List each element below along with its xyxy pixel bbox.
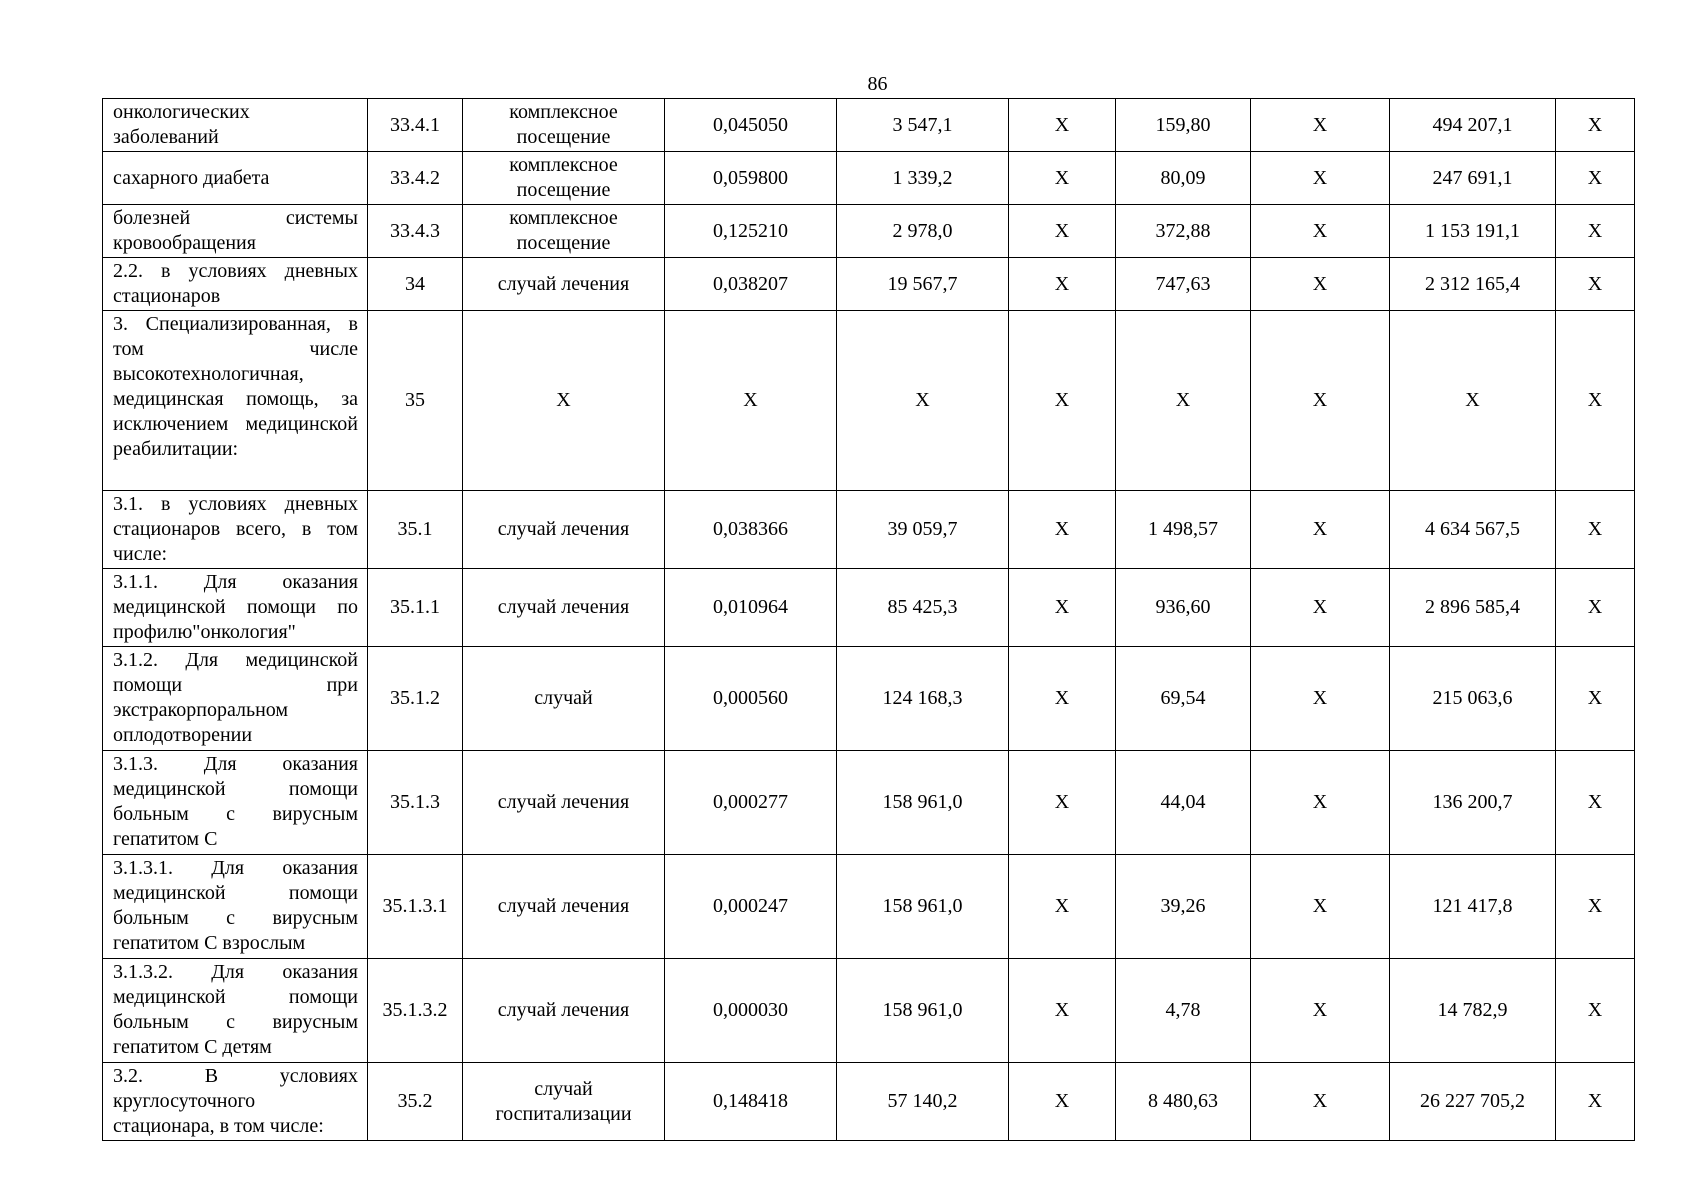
table-cell: Х bbox=[1390, 311, 1556, 491]
table-cell: Х bbox=[463, 311, 665, 491]
table-cell: Х bbox=[1251, 152, 1390, 205]
table-cell: Х bbox=[1556, 1063, 1635, 1141]
table-cell: 19 567,7 bbox=[837, 258, 1009, 311]
table-cell: 121 417,8 bbox=[1390, 855, 1556, 959]
table-cell: Х bbox=[1556, 647, 1635, 751]
table-cell: Х bbox=[1009, 569, 1116, 647]
table-cell: 2 978,0 bbox=[837, 205, 1009, 258]
table-cell: 747,63 bbox=[1116, 258, 1251, 311]
table-cell: 2 312 165,4 bbox=[1390, 258, 1556, 311]
table-cell: Х bbox=[1009, 258, 1116, 311]
table-cell: 26 227 705,2 bbox=[1390, 1063, 1556, 1141]
table-cell: случай лечения bbox=[463, 258, 665, 311]
table-cell: случай лечения bbox=[463, 491, 665, 569]
table-cell: случай лечения bbox=[463, 855, 665, 959]
row-label-cell: 3.1.1. Для оказания медицинской помощи по профилю"онкология" bbox=[103, 569, 368, 647]
table-row bbox=[103, 152, 1635, 205]
table-cell: 0,125210 bbox=[665, 205, 837, 258]
table-body bbox=[103, 99, 1635, 1141]
table-row bbox=[103, 99, 1635, 152]
table-cell: Х bbox=[1556, 205, 1635, 258]
data-table bbox=[102, 98, 1635, 1141]
row-label-cell: 3.2. В условиях круглосуточного стационара, в том числе: bbox=[103, 1063, 368, 1141]
table-row bbox=[103, 258, 1635, 311]
table-cell: 80,09 bbox=[1116, 152, 1251, 205]
row-label-cell: сахарного диабета bbox=[103, 152, 368, 205]
table-cell: 0,059800 bbox=[665, 152, 837, 205]
table-cell: Х bbox=[1251, 311, 1390, 491]
table-cell: 247 691,1 bbox=[1390, 152, 1556, 205]
table-row bbox=[103, 569, 1635, 647]
table-cell: Х bbox=[1251, 959, 1390, 1063]
table-cell: 136 200,7 bbox=[1390, 751, 1556, 855]
row-label-cell: 3.1.3. Для оказания медицинской помощи больным с вирусным гепатитом С bbox=[103, 751, 368, 855]
table-cell: Х bbox=[1009, 855, 1116, 959]
table-cell: 0,000560 bbox=[665, 647, 837, 751]
table-cell: 35.1.3.1 bbox=[368, 855, 463, 959]
table-cell: 0,010964 bbox=[665, 569, 837, 647]
row-label-cell: 2.2. в условиях дневных стационаров bbox=[103, 258, 368, 311]
table-cell: 44,04 bbox=[1116, 751, 1251, 855]
table-cell: Х bbox=[1556, 311, 1635, 491]
table-cell: Х bbox=[1009, 647, 1116, 751]
table-cell: 494 207,1 bbox=[1390, 99, 1556, 152]
row-label-cell: 3.1.2. Для медицинской помощи при экстракорпоральном оплодотворении bbox=[103, 647, 368, 751]
table-cell: Х bbox=[1251, 855, 1390, 959]
table-cell: 1 498,57 bbox=[1116, 491, 1251, 569]
table-cell: Х bbox=[1251, 205, 1390, 258]
table-cell: 85 425,3 bbox=[837, 569, 1009, 647]
table-cell: случай лечения bbox=[463, 959, 665, 1063]
table-cell: 33.4.2 bbox=[368, 152, 463, 205]
table-cell: Х bbox=[1251, 569, 1390, 647]
table-cell: 35.2 bbox=[368, 1063, 463, 1141]
table-cell: Х bbox=[1556, 99, 1635, 152]
table-row bbox=[103, 855, 1635, 959]
table-cell: Х bbox=[1556, 751, 1635, 855]
table-cell: 39 059,7 bbox=[837, 491, 1009, 569]
table-cell: Х bbox=[1009, 491, 1116, 569]
table-row bbox=[103, 751, 1635, 855]
table-cell: 124 168,3 bbox=[837, 647, 1009, 751]
table-cell: 372,88 bbox=[1116, 205, 1251, 258]
table-cell: 0,038207 bbox=[665, 258, 837, 311]
table-cell: Х bbox=[1556, 855, 1635, 959]
table-cell: 4,78 bbox=[1116, 959, 1251, 1063]
table-cell: 69,54 bbox=[1116, 647, 1251, 751]
row-label-cell: 3. Специализированная, в том числе высокотехнологичная, медицинская помощь, за исключением медицинской реабилитации: bbox=[103, 311, 368, 491]
table-cell: Х bbox=[1251, 258, 1390, 311]
table-cell: Х bbox=[1556, 258, 1635, 311]
table-cell: Х bbox=[1556, 569, 1635, 647]
table-cell: 3 547,1 bbox=[837, 99, 1009, 152]
table-cell: Х bbox=[1009, 959, 1116, 1063]
table-cell: случай лечения bbox=[463, 569, 665, 647]
table-cell: случай госпитализации bbox=[463, 1063, 665, 1141]
table-cell: 0,000030 bbox=[665, 959, 837, 1063]
table-row bbox=[103, 311, 1635, 491]
table-cell: 57 140,2 bbox=[837, 1063, 1009, 1141]
table-row bbox=[103, 647, 1635, 751]
table-cell: 35.1.3.2 bbox=[368, 959, 463, 1063]
table-cell: Х bbox=[1251, 647, 1390, 751]
table-cell: Х bbox=[1009, 152, 1116, 205]
table-cell: Х bbox=[1009, 1063, 1116, 1141]
table-cell: Х bbox=[665, 311, 837, 491]
table-cell: 158 961,0 bbox=[837, 959, 1009, 1063]
table-cell: Х bbox=[1009, 99, 1116, 152]
page-number: 86 bbox=[867, 73, 888, 95]
row-label-cell: 3.1.3.1. Для оказания медицинской помощи больным с вирусным гепатитом С взрослым bbox=[103, 855, 368, 959]
table-cell: Х bbox=[1251, 1063, 1390, 1141]
table-cell: 4 634 567,5 bbox=[1390, 491, 1556, 569]
row-label-cell: онкологических заболеваний bbox=[103, 99, 368, 152]
table-cell: Х bbox=[1009, 751, 1116, 855]
table-cell: 215 063,6 bbox=[1390, 647, 1556, 751]
table-cell: 936,60 bbox=[1116, 569, 1251, 647]
table-cell: 35.1.3 bbox=[368, 751, 463, 855]
table-cell: Х bbox=[1251, 751, 1390, 855]
table-row bbox=[103, 959, 1635, 1063]
table-cell: 158 961,0 bbox=[837, 855, 1009, 959]
table-cell: Х bbox=[1009, 311, 1116, 491]
table-cell: 0,038366 bbox=[665, 491, 837, 569]
table-cell: случай bbox=[463, 647, 665, 751]
table-cell: 35.1.1 bbox=[368, 569, 463, 647]
table-cell: Х bbox=[1009, 205, 1116, 258]
table-cell: 39,26 bbox=[1116, 855, 1251, 959]
table-cell: 159,80 bbox=[1116, 99, 1251, 152]
table-cell: 1 339,2 bbox=[837, 152, 1009, 205]
table-cell: 0,000277 bbox=[665, 751, 837, 855]
table-cell: 33.4.1 bbox=[368, 99, 463, 152]
table-row bbox=[103, 205, 1635, 258]
table-cell: 8 480,63 bbox=[1116, 1063, 1251, 1141]
table-cell: 35.1.2 bbox=[368, 647, 463, 751]
row-label-cell: 3.1.3.2. Для оказания медицинской помощи больным с вирусным гепатитом С детям bbox=[103, 959, 368, 1063]
table-cell: 1 153 191,1 bbox=[1390, 205, 1556, 258]
table-cell: 2 896 585,4 bbox=[1390, 569, 1556, 647]
table-cell: 14 782,9 bbox=[1390, 959, 1556, 1063]
table-cell: Х bbox=[837, 311, 1009, 491]
table-cell: 33.4.3 bbox=[368, 205, 463, 258]
table-cell: 158 961,0 bbox=[837, 751, 1009, 855]
table-cell: Х bbox=[1556, 959, 1635, 1063]
table-cell: Х bbox=[1251, 491, 1390, 569]
table-cell: Х bbox=[1251, 99, 1390, 152]
table-cell: 34 bbox=[368, 258, 463, 311]
table-cell: 0,045050 bbox=[665, 99, 837, 152]
row-label-cell: болезней системы кровообращения bbox=[103, 205, 368, 258]
table-cell: 0,148418 bbox=[665, 1063, 837, 1141]
table-row bbox=[103, 491, 1635, 569]
row-label-cell: 3.1. в условиях дневных стационаров всего, в том числе: bbox=[103, 491, 368, 569]
table-cell: Х bbox=[1556, 152, 1635, 205]
table-row bbox=[103, 1063, 1635, 1141]
table-cell: Х bbox=[1556, 491, 1635, 569]
table-cell: комплексное посещение bbox=[463, 152, 665, 205]
table-cell: 35 bbox=[368, 311, 463, 491]
table-cell: Х bbox=[1116, 311, 1251, 491]
table-cell: случай лечения bbox=[463, 751, 665, 855]
table-cell: 35.1 bbox=[368, 491, 463, 569]
table-cell: комплексное посещение bbox=[463, 99, 665, 152]
table-cell: 0,000247 bbox=[665, 855, 837, 959]
table-cell: комплексное посещение bbox=[463, 205, 665, 258]
